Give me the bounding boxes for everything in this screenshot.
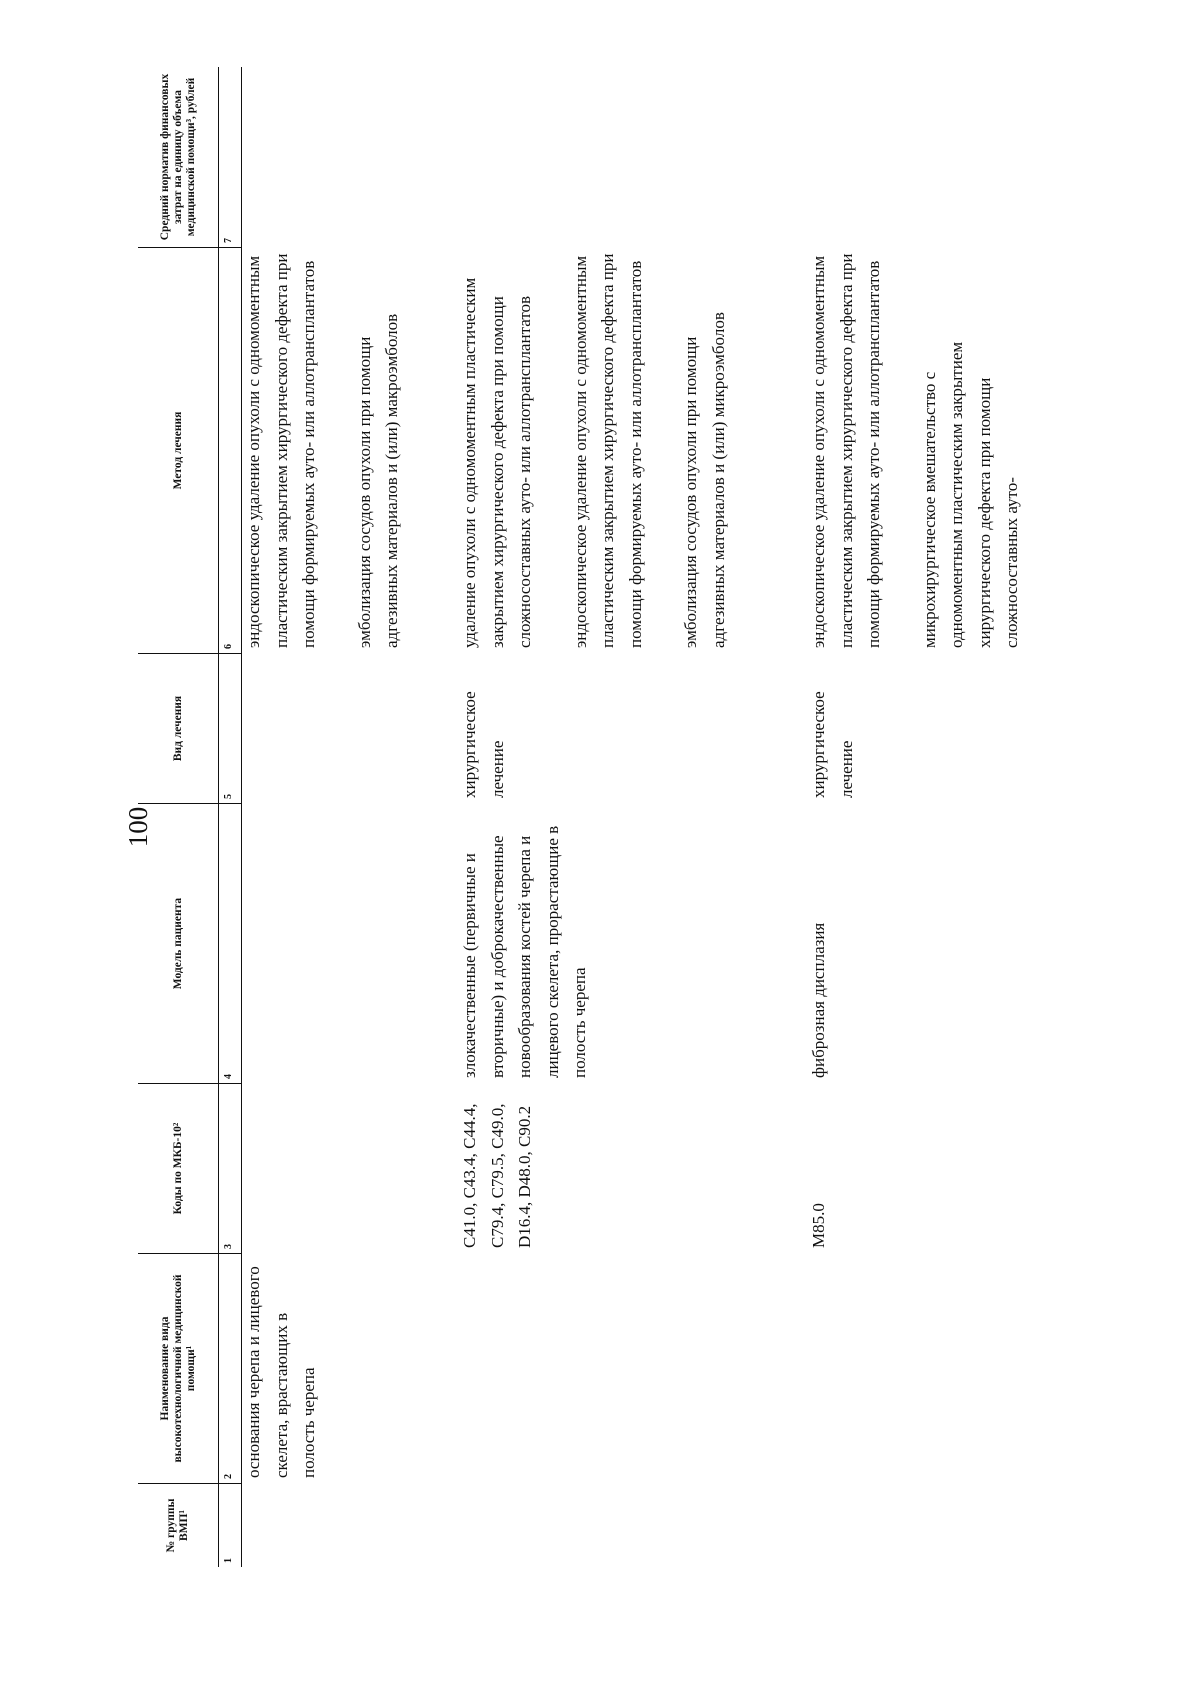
header-patient-model: Модель пациента — [138, 803, 218, 1083]
treatment-method: эмболизация сосудов опухоли при помощи адгезивных материалов и (или) микроэмболов — [681, 312, 728, 648]
table-row — [240, 67, 406, 1567]
group-number-cell — [240, 1483, 406, 1567]
header-icd-codes: Коды по МКБ-10² — [138, 1083, 218, 1253]
treatment-method: удаление опухоли с одномоментным пластическим закрытием хирургического дефекта при помощи сложносоставных ауто- или аллотрансплантатов — [460, 277, 534, 648]
icd-codes-cell: C41.0, C43.4, C44.4, C79.4, C79.5, C49.0, D16.4, D48.0, C90.2 — [460, 1103, 534, 1248]
care-type-name-cell — [805, 1253, 1026, 1483]
table-header — [138, 67, 218, 1567]
table-row — [805, 67, 1026, 1567]
column-number: 4 — [219, 803, 241, 1083]
treatment-type-cell — [240, 653, 406, 803]
header-care-type-name: Наименование вида высокотехнологичной медицинской помощи¹ — [138, 1253, 218, 1483]
page-number: 100 — [123, 806, 153, 848]
patient-model-cell: злокачественные (первичные и вторичные) и доброкачественные новообразования костей черепа и лицевого скелета, прорастающие в полость черепа — [460, 825, 589, 1078]
treatment-method-cell — [456, 247, 732, 653]
treatment-method-cell — [805, 247, 1026, 653]
financial-norm-cell — [805, 67, 1026, 247]
treatment-type-cell: хирургическое лечение — [809, 691, 856, 798]
column-number: 6 — [219, 247, 241, 653]
treatment-method: эндоскопическое удаление опухоли с одномоментным пластическим закрытием хирургического дефекта при помощи формируемых ауто- или аллотрансплантатов — [570, 253, 645, 648]
financial-norm-cell — [240, 67, 406, 247]
treatment-method: эмболизация сосудов опухоли при помощи адгезивных материалов и (или) макроэмболов — [354, 313, 401, 648]
treatment-method: микрохирургическое вмешательство с одномоментным пластическим закрытием хирургического дефекта при помощи сложносоставных ауто- — [919, 341, 1021, 648]
column-number: 2 — [219, 1253, 241, 1483]
header-financial-norm: Средний норматив финансовых затрат на единицу объема медицинской помощи³, рублей — [158, 73, 197, 241]
treatment-method: эндоскопическое удаление опухоли с одномоментным пластическим закрытием хирургического дефекта при помощи формируемых ауто- или аллотрансплантатов — [244, 253, 318, 648]
column-numbers-row — [218, 67, 242, 1567]
header-treatment-method: Метод лечения — [138, 247, 218, 653]
group-number-cell — [805, 1483, 1026, 1567]
group-number-cell — [456, 1483, 732, 1567]
treatment-method: эндоскопическое удаление опухоли с одномоментным пластическим закрытием хирургического дефекта при помощи формируемых ауто- или аллотрансплантатов — [809, 253, 883, 648]
care-type-name-cell: основания черепа и лицевого скелета, врастающих в полость черепа — [244, 1266, 318, 1478]
care-type-name-cell — [456, 1253, 732, 1483]
header-group-number: № группы ВМП¹ — [138, 1483, 218, 1567]
treatment-type-cell: хирургическое лечение — [460, 691, 507, 798]
patient-model-cell: фиброзная дисплазия — [809, 922, 828, 1078]
header-treatment-type: Вид лечения — [138, 653, 218, 803]
column-number: 5 — [219, 653, 241, 803]
treatment-method-cell — [240, 247, 406, 653]
medical-care-table — [138, 67, 1200, 1567]
icd-codes-cell: M85.0 — [809, 1203, 828, 1248]
column-number: 3 — [219, 1083, 241, 1253]
icd-codes-cell — [240, 1083, 406, 1253]
column-number: 7 — [223, 238, 234, 243]
table-row — [456, 67, 732, 1567]
column-number: 1 — [219, 1483, 241, 1567]
financial-norm-cell — [456, 67, 732, 247]
patient-model-cell — [240, 803, 406, 1083]
